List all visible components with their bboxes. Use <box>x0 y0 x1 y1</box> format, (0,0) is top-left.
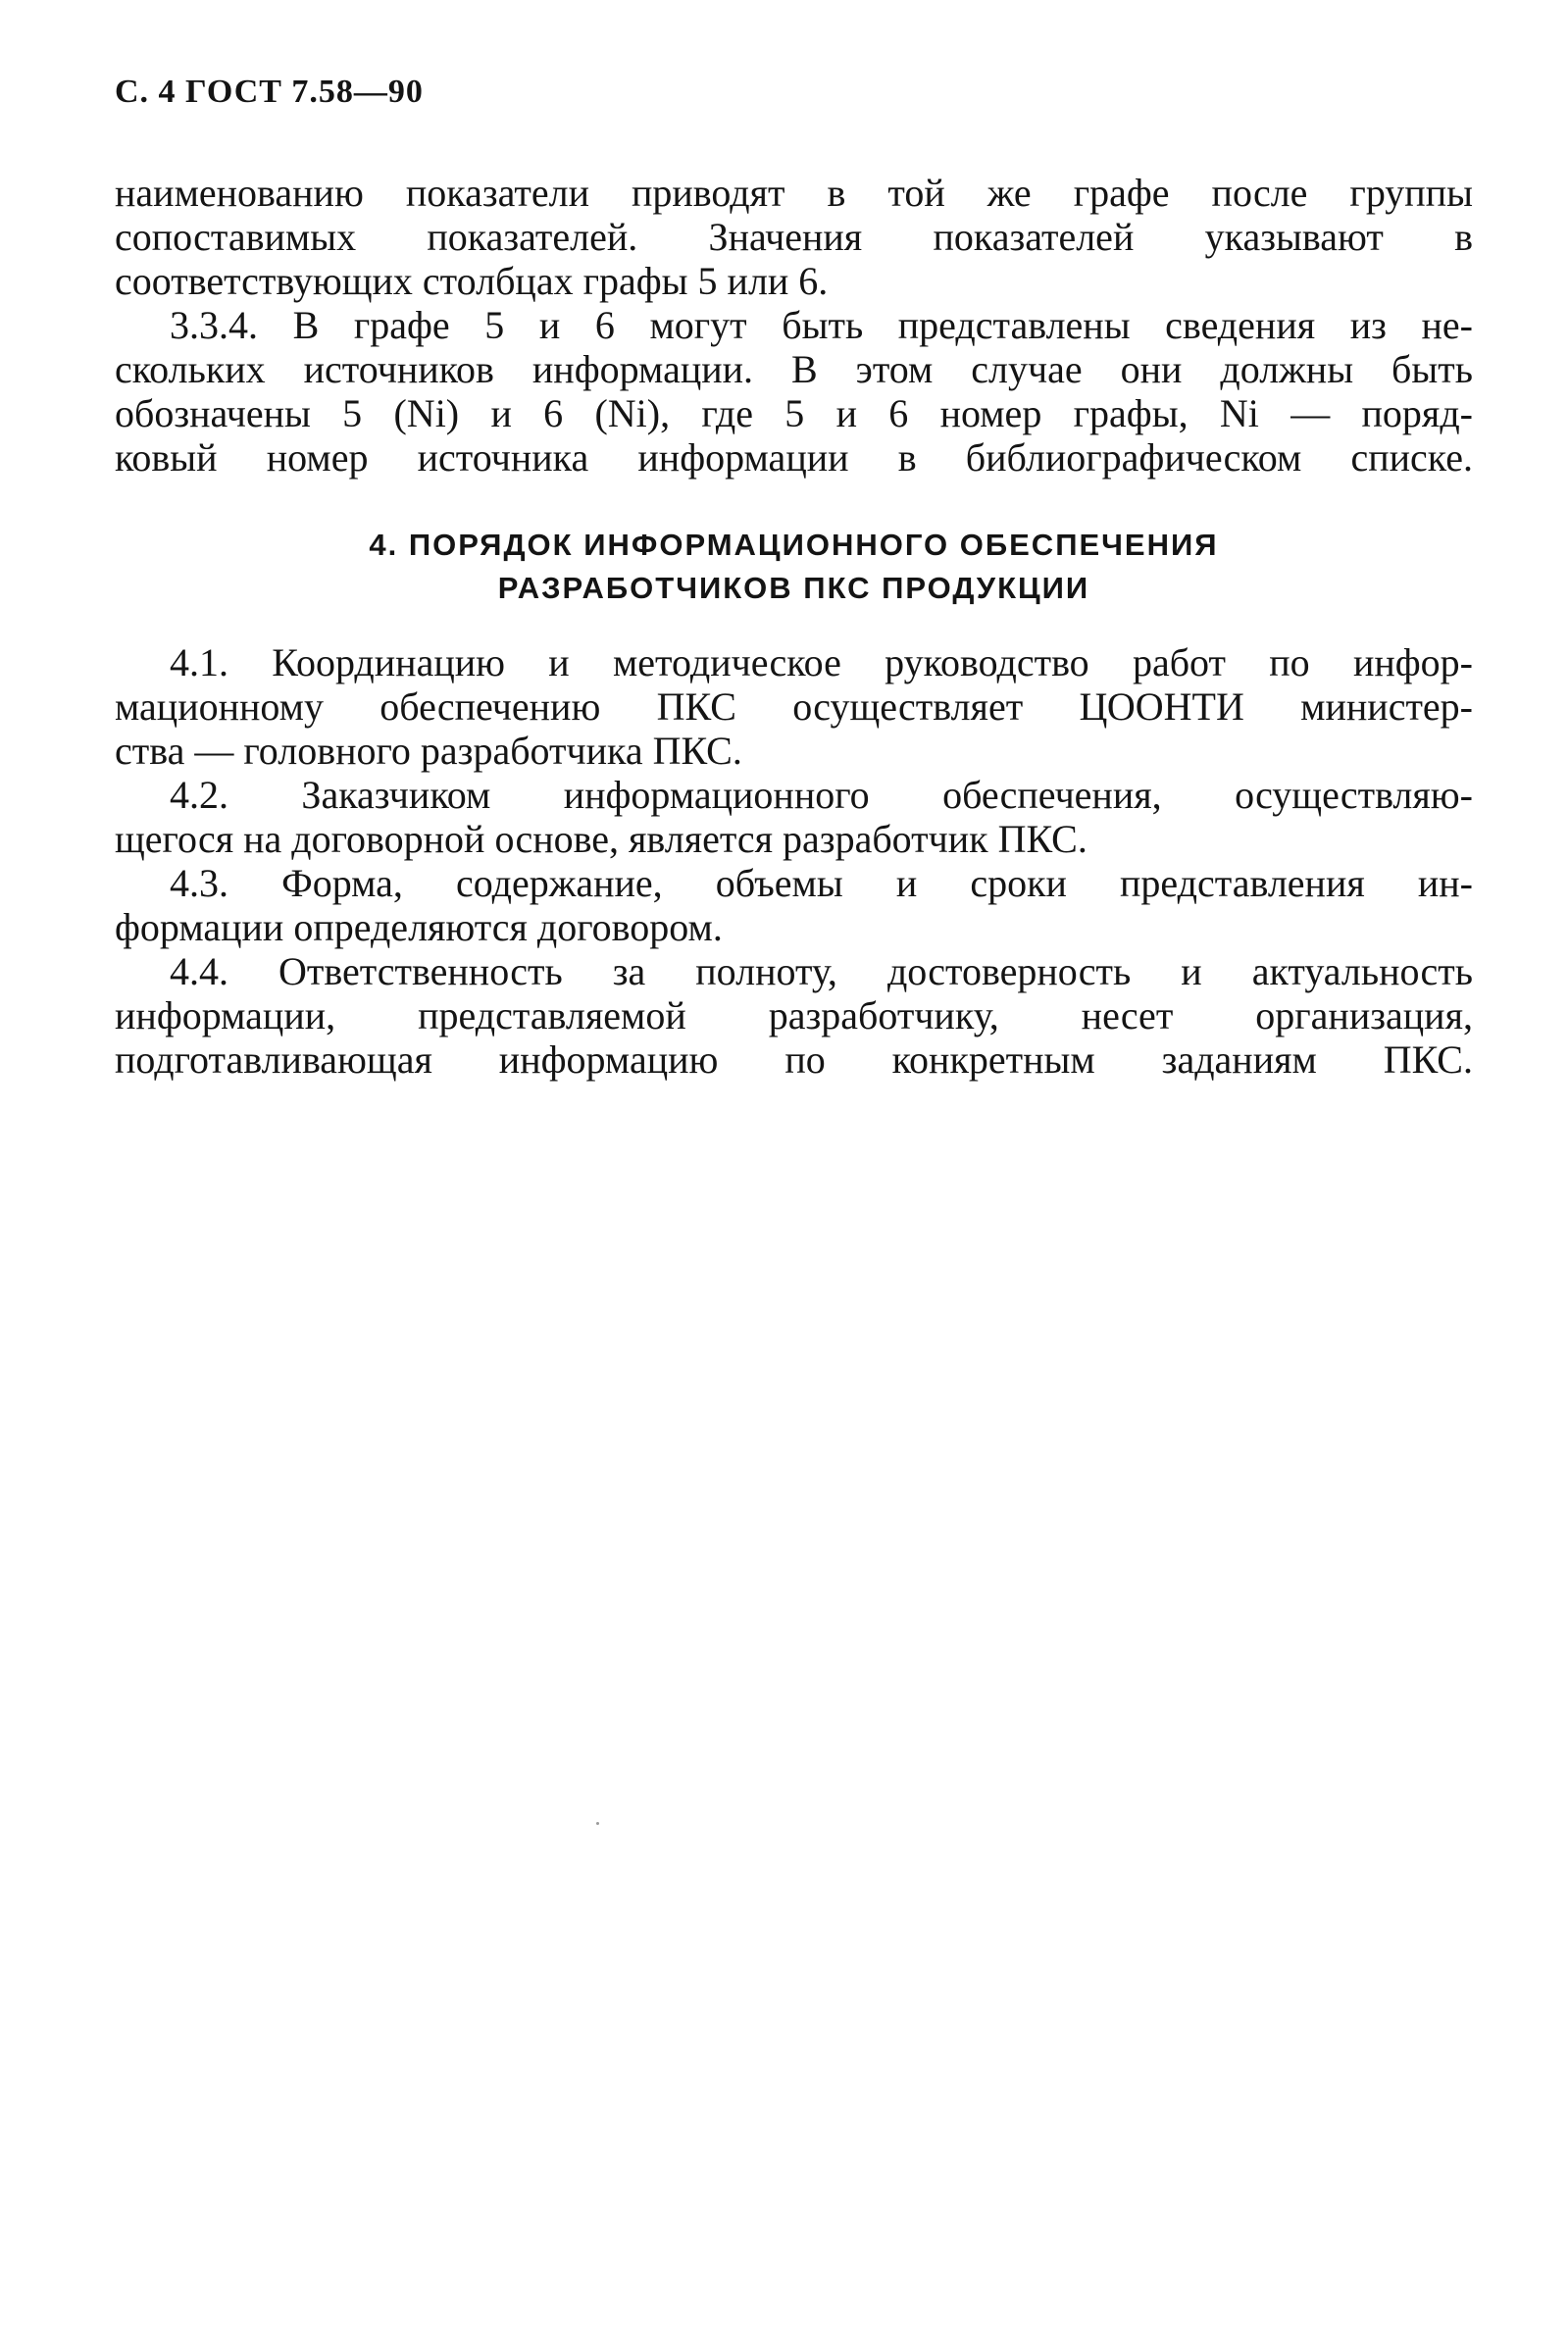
text-line: ства — головного разработчика ПКС. <box>115 729 742 773</box>
text-line: сопоставимых показателей. Значения показателей указывают в <box>115 215 1473 259</box>
text-line: ковый номер источника информации в библиографическом списке. <box>115 435 1473 480</box>
running-head: С. 4 ГОСТ 7.58—90 <box>115 74 424 110</box>
paragraph-4-4 <box>115 949 1473 1082</box>
paragraph-3-3-4 <box>115 303 1473 480</box>
paragraph-4-1 <box>115 640 1473 773</box>
text-line: формации определяются договором. <box>115 905 723 949</box>
text-line: 4.2. Заказчиком информационного обеспечения, осуществляю- <box>170 773 1473 817</box>
paragraph-4-3 <box>115 861 1473 949</box>
text-line: информации, представляемой разработчику, несет организация, <box>115 993 1473 1037</box>
text-line: 3.3.4. В графе 5 и 6 могут быть представлены сведения из не- <box>170 303 1473 347</box>
text-line: 4.4. Ответственность за полноту, достоверность и актуальность <box>170 949 1473 993</box>
heading-line: 4. ПОРЯДОК ИНФОРМАЦИОННОГО ОБЕСПЕЧЕНИЯ <box>369 528 1219 562</box>
text-line: подготавливающая информацию по конкретным заданиям ПКС. <box>115 1037 1473 1082</box>
text-line: 4.3. Форма, содержание, объемы и сроки представления ин- <box>170 861 1473 905</box>
text-line: обозначены 5 (Ni) и 6 (Ni), где 5 и 6 номер графы, Ni — поряд- <box>115 391 1473 435</box>
text-line: наименованию показатели приводят в той же графе после группы <box>115 171 1473 215</box>
paragraph-4-2 <box>115 773 1473 861</box>
text-line: мационному обеспечению ПКС осуществляет ЦООНТИ министер- <box>115 684 1473 729</box>
heading-line: РАЗРАБОТЧИКОВ ПКС ПРОДУКЦИИ <box>497 571 1090 605</box>
section-4-heading <box>115 524 1473 610</box>
scan-speck <box>596 1822 599 1825</box>
text-line: соответствующих столбцах графы 5 или 6. <box>115 259 829 303</box>
text-line: 4.1. Координацию и методическое руководство работ по инфор- <box>170 640 1473 684</box>
paragraph-3-3-3-continuation <box>115 171 1473 303</box>
text-line: щегося на договорной основе, является разработчик ПКС. <box>115 817 1087 861</box>
text-line: скольких источников информации. В этом случае они должны быть <box>115 347 1473 391</box>
